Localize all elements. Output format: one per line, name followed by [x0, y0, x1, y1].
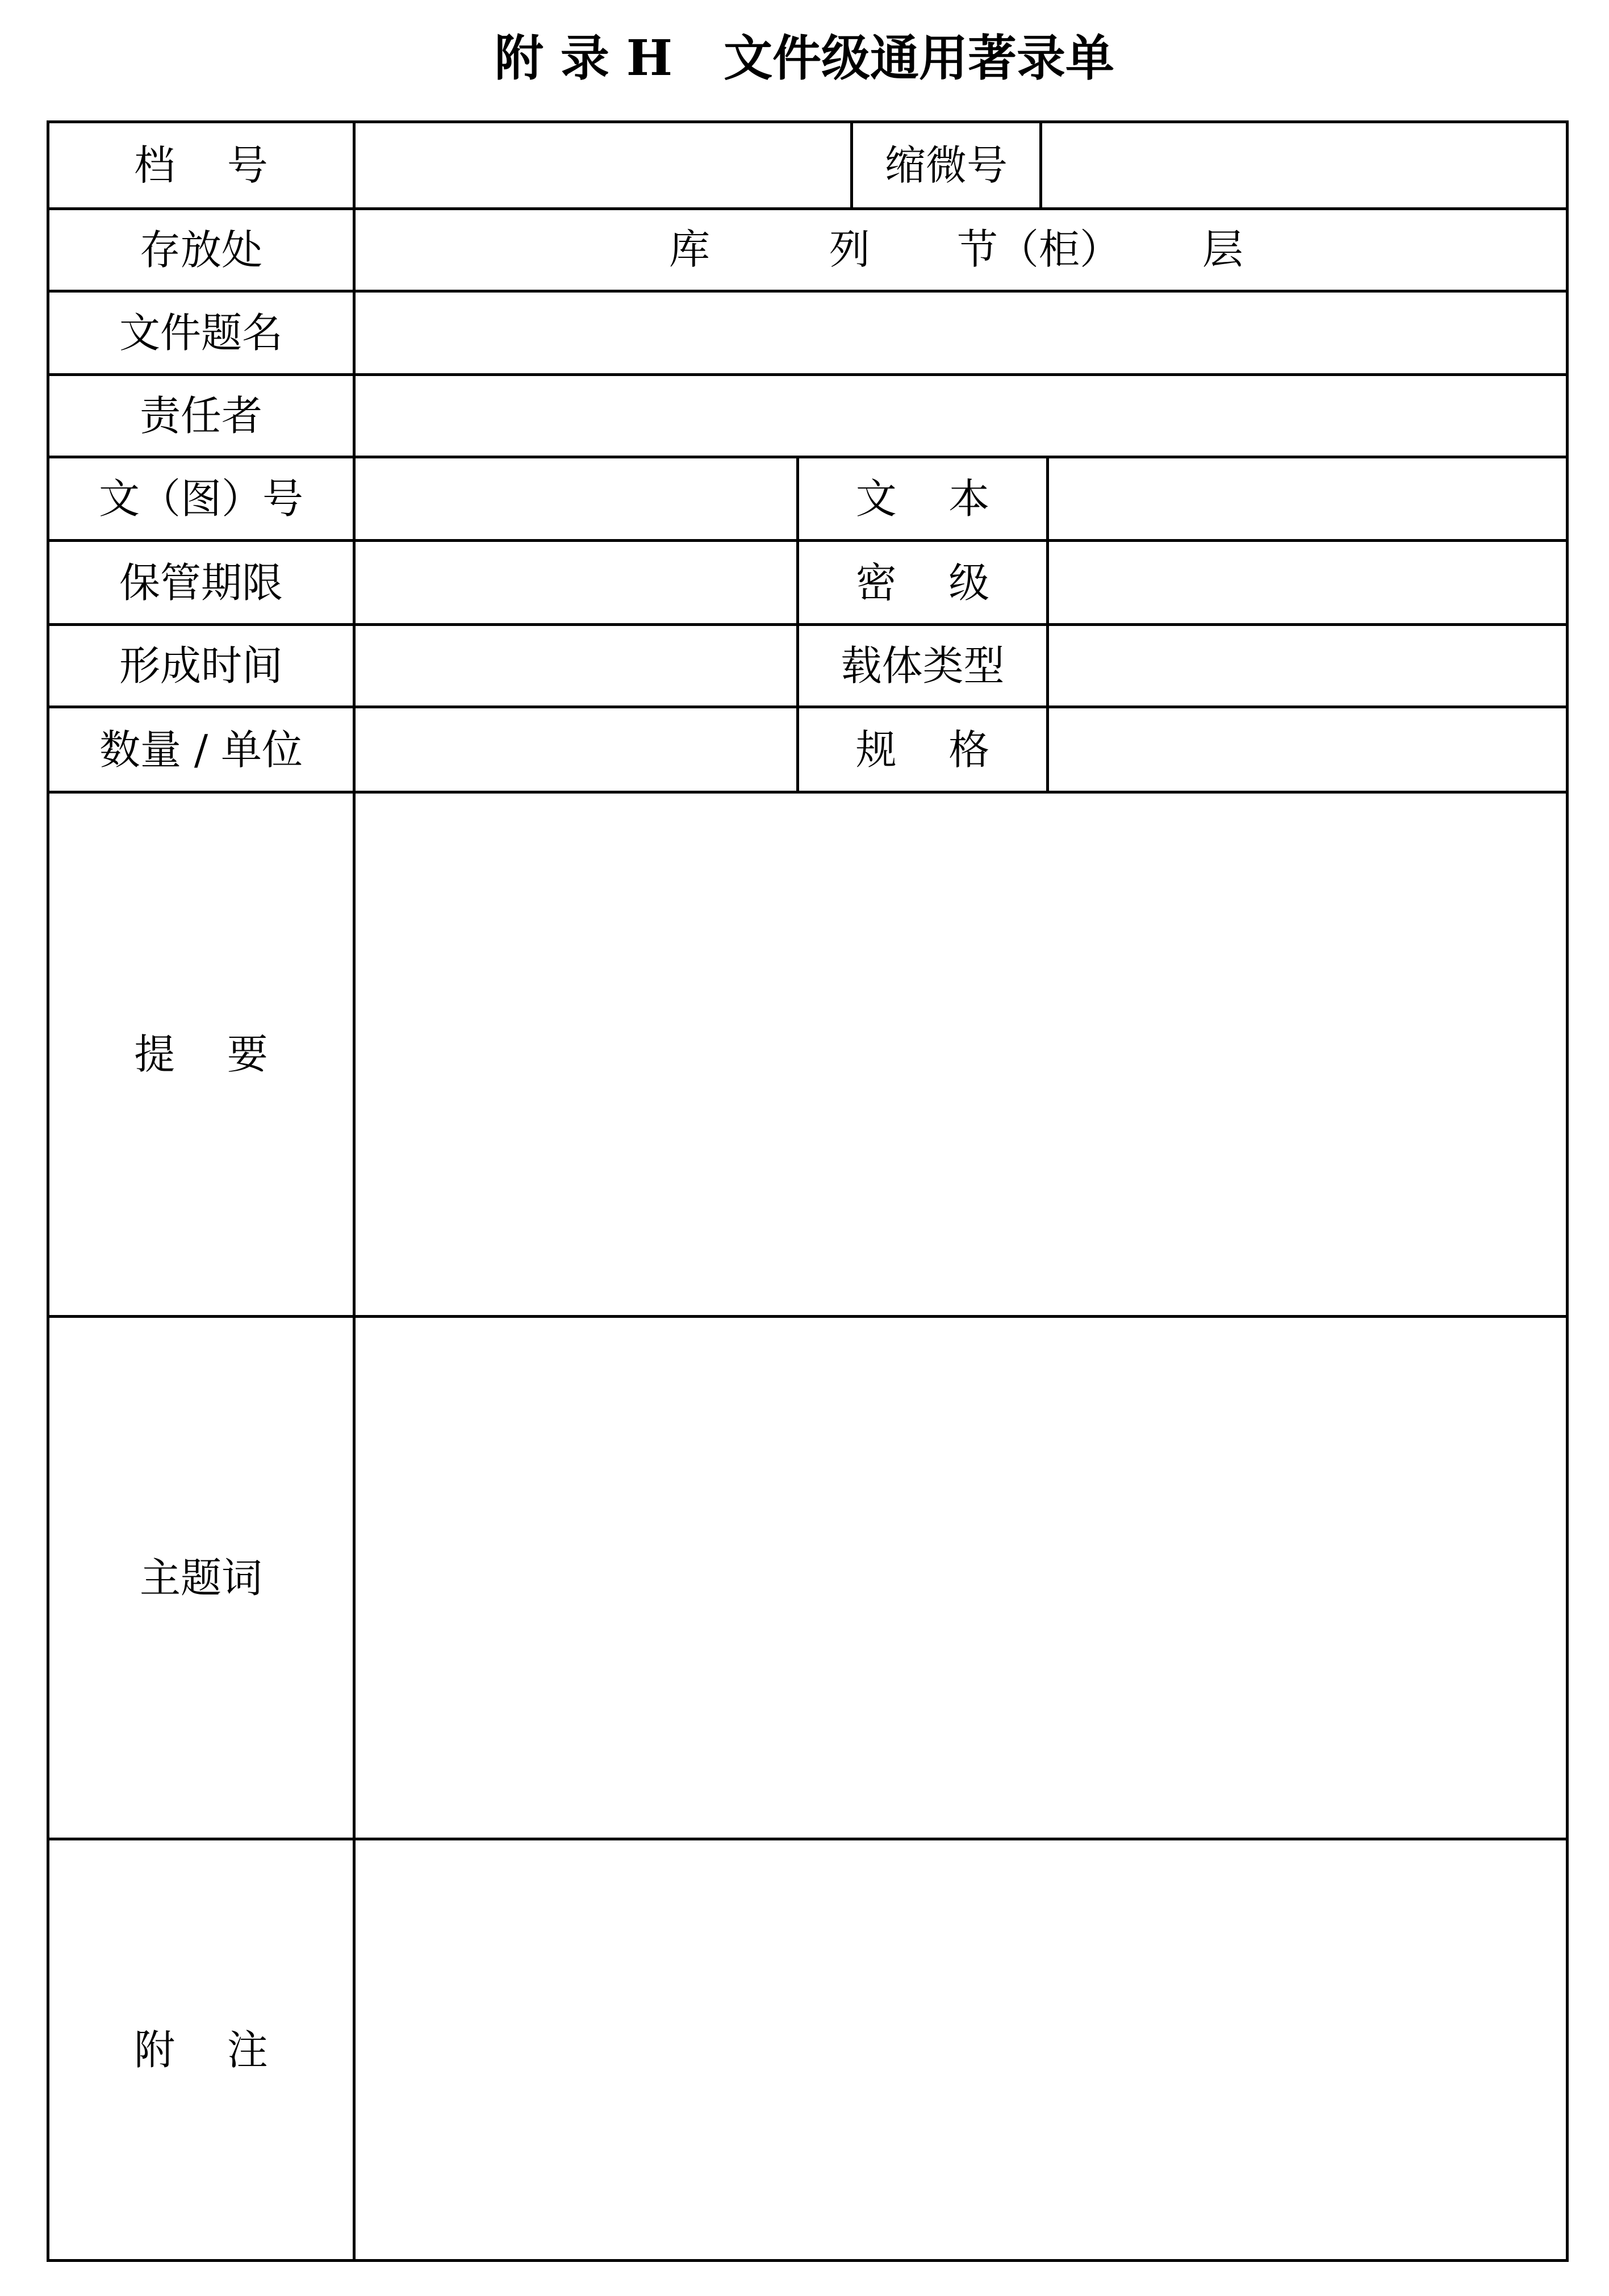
label-zeren-zhe: 责任者 — [139, 392, 262, 440]
label-wenben: 文 本 — [855, 475, 990, 523]
label-baoguan-qixian: 保管期限 — [119, 558, 283, 607]
field-dang-hao[interactable] — [356, 123, 850, 207]
field-shuliang-danwei[interactable] — [356, 708, 796, 791]
field-fuzhu[interactable] — [356, 1840, 1566, 2259]
location-jie-gui: 节（柜） — [957, 226, 1121, 273]
field-baoguan-qixian[interactable] — [356, 542, 796, 623]
label-xingcheng-shijian: 形成时间 — [119, 642, 283, 690]
field-zaiti-leixing[interactable] — [1049, 626, 1566, 706]
label-zaiti-leixing: 载体类型 — [841, 642, 1005, 690]
label-fuzhu: 附 注 — [134, 2026, 268, 2074]
label-zhuti-ci: 主题词 — [139, 1554, 262, 1602]
field-guige[interactable] — [1049, 708, 1566, 791]
page-title — [0, 22, 1609, 95]
field-zhuti-ci[interactable] — [356, 1318, 1566, 1838]
label-wenjian-timing: 文件题名 — [119, 309, 283, 357]
label-wen-tu-hao: 文（图）号 — [98, 475, 303, 523]
catalog-form — [47, 120, 1569, 2262]
label-dang-hao: 档 号 — [134, 141, 268, 189]
label-guige: 规 格 — [855, 725, 990, 774]
location-ku: 库 — [669, 226, 711, 273]
label-tiyao: 提 要 — [134, 1030, 268, 1078]
label-cunfang-chu: 存放处 — [139, 226, 262, 274]
label-shuliang-danwei: 数量 / 单位 — [99, 725, 303, 774]
label-miji: 密 级 — [855, 558, 990, 607]
field-xingcheng-shijian[interactable] — [356, 626, 796, 706]
field-tiyao[interactable] — [356, 794, 1566, 1315]
label-suowei-hao: 缩微号 — [884, 141, 1008, 189]
location-lie: 列 — [829, 226, 871, 273]
field-zeren-zhe[interactable] — [356, 376, 1566, 456]
field-wenjian-timing[interactable] — [356, 293, 1566, 373]
field-wenben[interactable] — [1049, 458, 1566, 539]
field-miji[interactable] — [1049, 542, 1566, 623]
field-suowei-hao[interactable] — [1042, 123, 1566, 207]
location-ceng: 层 — [1202, 226, 1244, 273]
field-wen-tu-hao[interactable] — [356, 458, 796, 539]
appendix-label: 附 录 H — [494, 30, 673, 87]
form-title: 文件级通用著录单 — [724, 30, 1115, 87]
